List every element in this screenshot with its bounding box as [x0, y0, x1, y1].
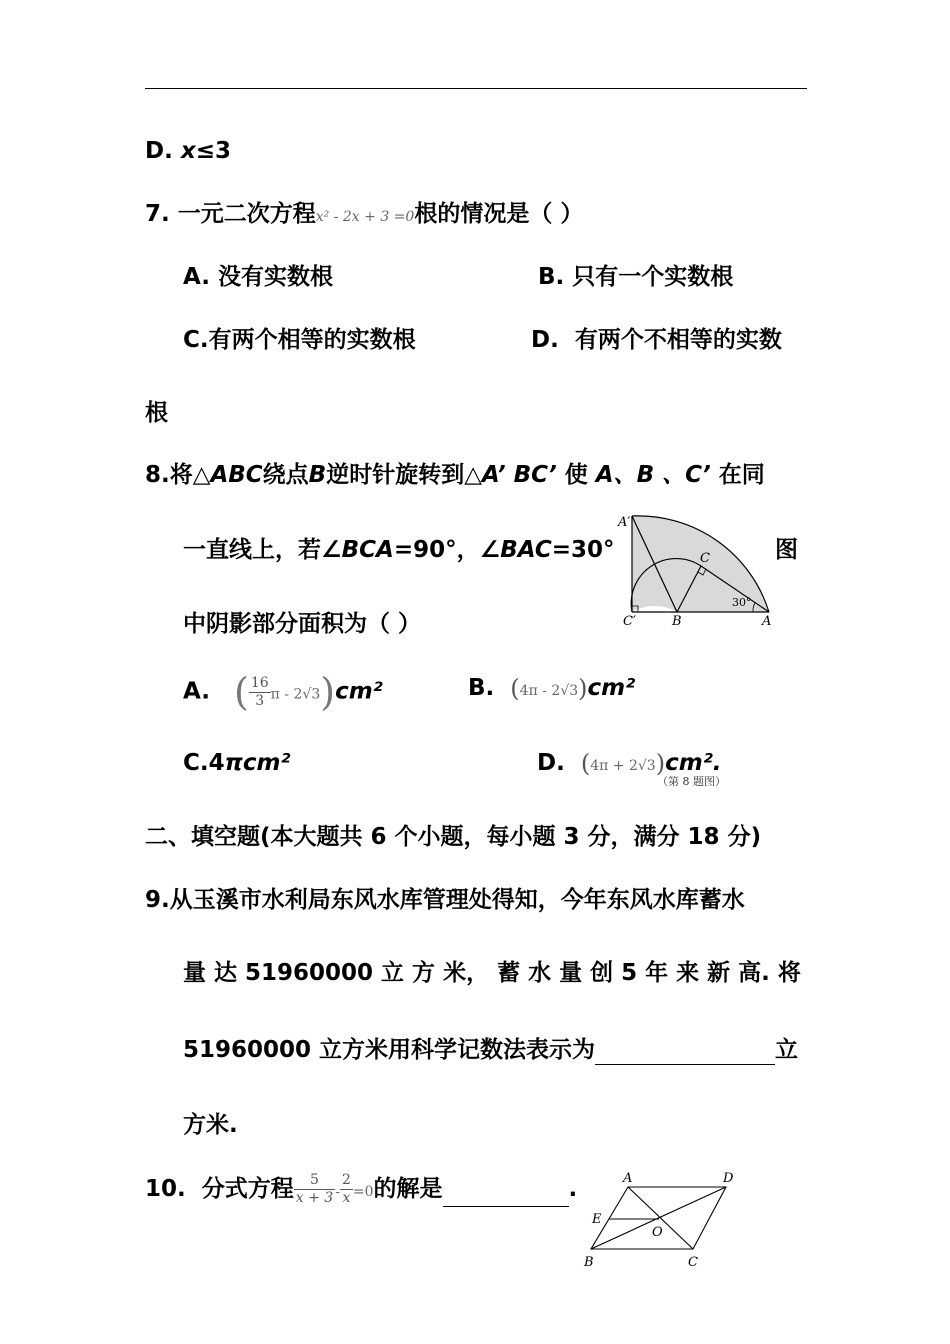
label-angle: 30° [732, 596, 752, 609]
option-text: 没有实数根 [217, 264, 333, 290]
q8-line1 [145, 460, 765, 490]
numerator: 16 [250, 674, 269, 691]
unit: cm² [242, 750, 291, 776]
q8-option-c [183, 748, 291, 778]
stem-after: 根的情况是（ ） [414, 201, 584, 227]
q8-option-b [468, 673, 635, 706]
q10-stem [145, 1172, 577, 1207]
fraction-1 [294, 1172, 335, 1207]
option-label: D. [531, 327, 559, 353]
q10-figure [580, 1166, 745, 1272]
numerator: 5 [294, 1172, 335, 1190]
unit: cm² [335, 678, 383, 705]
denominator: x [342, 1190, 351, 1206]
q9-line3 [183, 1035, 798, 1065]
option-label: D. [145, 138, 173, 164]
q8-line3 [183, 609, 421, 639]
question-number: 9. [145, 887, 170, 913]
expression: π [224, 750, 243, 776]
text: 立 [775, 1037, 799, 1063]
option-label: D. [537, 750, 565, 776]
period: . [568, 1176, 578, 1202]
text: 从玉溪市水利局东风水库管理处得知，今年东风水库蓄水 [169, 887, 745, 913]
point-name: B [308, 462, 327, 488]
paren-right: ) [655, 749, 666, 778]
expression: 4π + 2√3 [590, 758, 656, 774]
equals-zero: =0 [352, 1184, 374, 1200]
label-e: E [592, 1212, 602, 1227]
option-label: B. [468, 675, 495, 701]
fraction-2 [340, 1172, 353, 1207]
question-number: 7. [145, 201, 170, 227]
minus-sign: - [335, 1184, 340, 1200]
variable: x [180, 138, 196, 164]
expression: 4π - 2√3 [519, 683, 579, 699]
section-title [145, 822, 761, 852]
unit: cm². [665, 750, 722, 776]
q9-line4 [183, 1110, 238, 1140]
text: 一直线上，若∠ [183, 537, 342, 563]
text: 在同 [710, 462, 765, 488]
q7-stem [145, 199, 583, 232]
option-text: ≤3 [195, 138, 231, 164]
paren-left: ( [510, 674, 520, 703]
point-names: A、B 、C’ [595, 462, 711, 488]
q8-figure [612, 508, 784, 628]
answer-blank[interactable] [443, 1180, 569, 1207]
angle-name: BAC [500, 537, 552, 563]
text: 量 达 51960000 立 方 米， 蓄 水 量 创 5 年 来 新 高. 将 [183, 960, 801, 986]
option-text: 有两个不相等的实数 [574, 327, 782, 353]
label-c: C [700, 551, 710, 566]
unit: cm² [587, 675, 636, 701]
label-c: C [688, 1255, 698, 1270]
text: 将△ [169, 462, 211, 488]
triangle-name: A’ BC’ [481, 462, 557, 488]
option-label: B. [538, 264, 565, 290]
option-text-wrap: 根 [145, 400, 168, 426]
stem-before: 分式方程 [201, 1176, 294, 1202]
q8-figure-caption: （第 8 题图） [657, 775, 726, 788]
text: 图 [775, 537, 798, 563]
text: =30° [551, 537, 615, 563]
text: 方米. [183, 1112, 238, 1138]
label-d: D [723, 1171, 734, 1186]
label-b: B [584, 1255, 594, 1270]
q7-option-d-wrap [145, 398, 168, 428]
label-c1: C′ [623, 614, 636, 628]
text: 51960000 立方米用科学记数法表示为 [183, 1037, 596, 1063]
option-label: A. [183, 264, 210, 290]
answer-blank[interactable] [595, 1038, 775, 1065]
q6-option-d [145, 136, 231, 166]
denominator: 3 [255, 692, 265, 709]
equation: x² - 2x + 3 =0 [315, 209, 415, 225]
text: =90°，∠ [393, 537, 501, 563]
triangle-name: ABC [210, 462, 263, 488]
text: 使 [556, 462, 588, 488]
q7-option-d [531, 325, 782, 355]
q7-option-b [538, 262, 733, 292]
numerator: 2 [341, 1172, 351, 1188]
option-text: 只有一个实数根 [572, 264, 734, 290]
question-number: 10. [145, 1176, 186, 1202]
q7-option-a [183, 262, 333, 292]
text: 绕点 [262, 462, 309, 488]
q9-line1 [145, 885, 745, 915]
q7-option-c [183, 325, 416, 355]
label-a: A [762, 614, 772, 628]
q8-option-a [183, 670, 383, 714]
option-label: C.4 [183, 750, 225, 776]
fraction [249, 675, 271, 710]
label-a1: A′ [618, 515, 631, 530]
paren-left: ( [234, 670, 249, 714]
header-rule [145, 88, 807, 89]
label-b: B [672, 614, 682, 628]
angle-name: BCA [341, 537, 394, 563]
q9-line2 [183, 958, 801, 988]
text: 逆时针旋转到△ [326, 462, 482, 488]
option-text: 有两个相等的实数根 [208, 327, 416, 353]
text: 中阴影部分面积为（ ） [183, 611, 422, 637]
label-a: A [623, 1171, 633, 1186]
stem-after: 的解是 [373, 1176, 443, 1202]
paren-left: ( [580, 749, 591, 778]
stem-before: 一元二次方程 [177, 201, 316, 227]
option-label: C. [183, 327, 209, 353]
text: 二、填空题(本大题共 6 个小题，每小题 3 分，满分 18 分) [145, 824, 762, 850]
paren-right: ) [320, 670, 336, 714]
paren-right: ) [578, 674, 588, 703]
denominator: x + 3 [295, 1190, 334, 1206]
option-label: A. [183, 678, 210, 705]
expression: π - 2√3 [270, 686, 321, 703]
question-number: 8. [145, 462, 170, 488]
label-o: O [652, 1225, 663, 1240]
q8-line2 [183, 535, 615, 565]
